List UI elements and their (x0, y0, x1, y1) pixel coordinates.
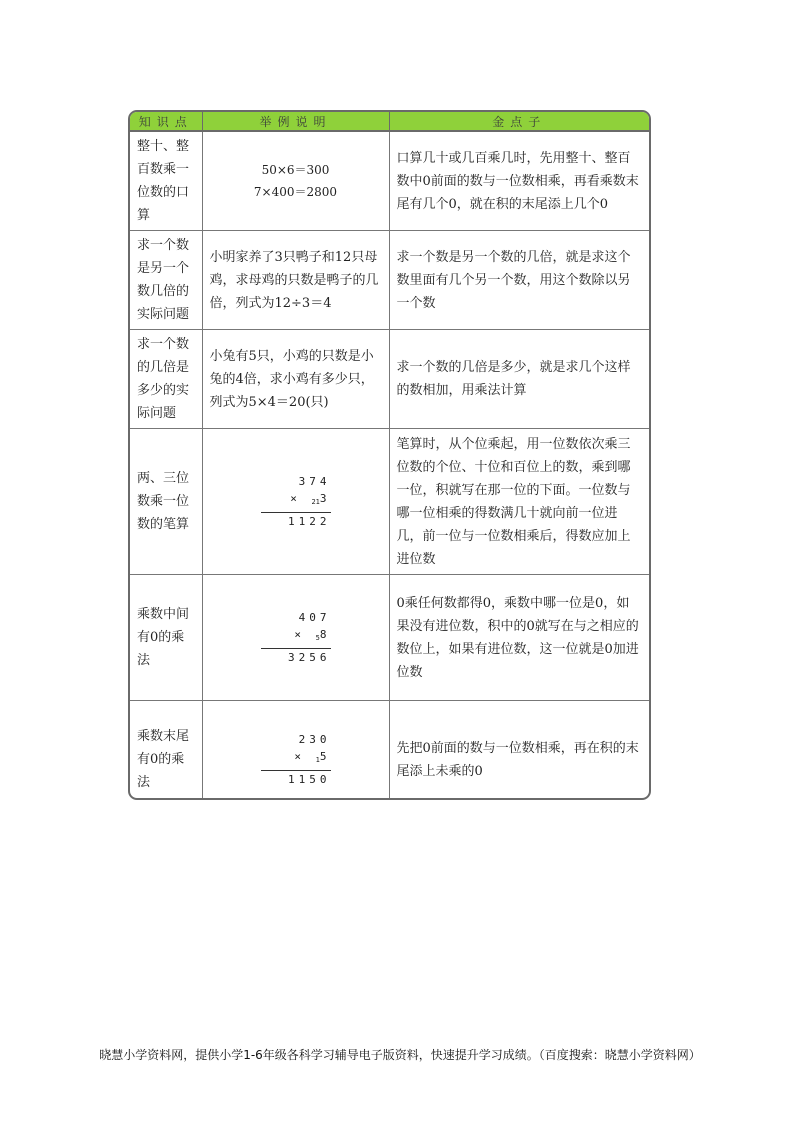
calc-carry: 5 (315, 634, 320, 642)
knowledge-table-grid (130, 112, 649, 800)
example-line: 7×400＝2800 (253, 185, 338, 199)
calc-multiplier: 5 (319, 750, 331, 764)
calc-multiplicand: 374 (298, 475, 331, 488)
example-cell (202, 131, 389, 231)
calc-multiplicand: 407 (298, 611, 331, 624)
calc-carry: 1 (315, 756, 320, 765)
header-tips: 金点子 (389, 112, 649, 131)
tip-cell: 口算几十或几百乘几时，先用整十、整百数中0前面的数与一位数相乘，再看乘数末尾有几个0，就在积的末尾添上几个0 (389, 131, 649, 231)
calc-multiplicand: 230 (298, 733, 331, 747)
tip-cell: 求一个数是另一个数的几倍，就是求这个数里面有几个另一个数，用这个数除以另一个数 (389, 231, 649, 330)
calc-multiplier: 3 (319, 492, 331, 505)
calc-operator: × (290, 492, 301, 505)
tip-cell: 笔算时，从个位乘起，用一位数依次乘三位数的个位、十位和百位上的数，乘到哪一位，积就写在那一位的下面。一位数与哪一位相乘的得数满几十就向前一位进几，前一位与一位数相乘后，得数应加上进位数 (389, 429, 649, 575)
table-header-row (130, 112, 649, 131)
table-row (130, 575, 649, 701)
calc-multiplier-line (261, 490, 331, 511)
table-row (130, 701, 649, 801)
table-row (130, 330, 649, 429)
calc-result: 1150 (261, 770, 331, 788)
vertical-calculation (261, 609, 331, 666)
calc-multiplier-line (261, 748, 331, 769)
tip-cell: 0乘任何数都得0，乘数中哪一位是0，如果没有进位数，积中的0就写在与之相应的数位上，如果有进位数，这一位就是0加进位数 (389, 575, 649, 701)
example-cell: 小明家养了3只鸭子和12只母鸡，求母鸡的只数是鸭子的几倍，列式为12÷3＝4 (202, 231, 389, 330)
example-cell (202, 429, 389, 575)
knowledge-table (128, 110, 651, 800)
example-line: 50×6＝300 (261, 163, 330, 177)
calc-result: 3256 (261, 648, 331, 666)
calc-carry: 21 (311, 498, 320, 506)
tip-cell: 先把0前面的数与一位数相乘，再在积的末尾添上未乘的0 (396, 740, 639, 779)
calc-operator: × (294, 750, 306, 764)
topic-cell: 整十、整百数乘一位数的口算 (130, 131, 202, 231)
vertical-calculation (261, 731, 331, 788)
topic-cell: 乘数末尾有0的乘法 (130, 701, 202, 801)
table-row (130, 429, 649, 575)
header-knowledge-point: 知识点 (130, 112, 202, 131)
calc-multiplier-line (261, 626, 331, 647)
topic-cell: 乘数中间有0的乘法 (130, 575, 202, 701)
topic-cell: 求一个数的几倍是多少的实际问题 (130, 330, 202, 429)
vertical-calculation (261, 473, 331, 530)
table-row (130, 131, 649, 231)
table-row (130, 231, 649, 330)
calc-result: 1122 (261, 512, 331, 530)
example-cell: 小兔有5只，小鸡的只数是小兔的4倍，求小鸡有多少只，列式为5×4＝20(只) (202, 330, 389, 429)
topic-cell: 求一个数是另一个数几倍的实际问题 (130, 231, 202, 330)
topic-cell: 两、三位数乘一位数的笔算 (130, 429, 202, 575)
example-cell (202, 701, 389, 801)
footer-note: 晓慧小学资料网，提供小学1-6年级各科学习辅导电子版资料，快速提升学习成绩。（百度搜索：晓慧小学资料网） (99, 1048, 701, 1062)
calc-operator: × (294, 628, 306, 641)
example-cell (202, 575, 389, 701)
header-example: 举例说明 (202, 112, 389, 131)
tip-cell: 求一个数的几倍是多少，就是求几个这样的数相加，用乘法计算 (389, 330, 649, 429)
calc-multiplier: 8 (319, 628, 331, 641)
